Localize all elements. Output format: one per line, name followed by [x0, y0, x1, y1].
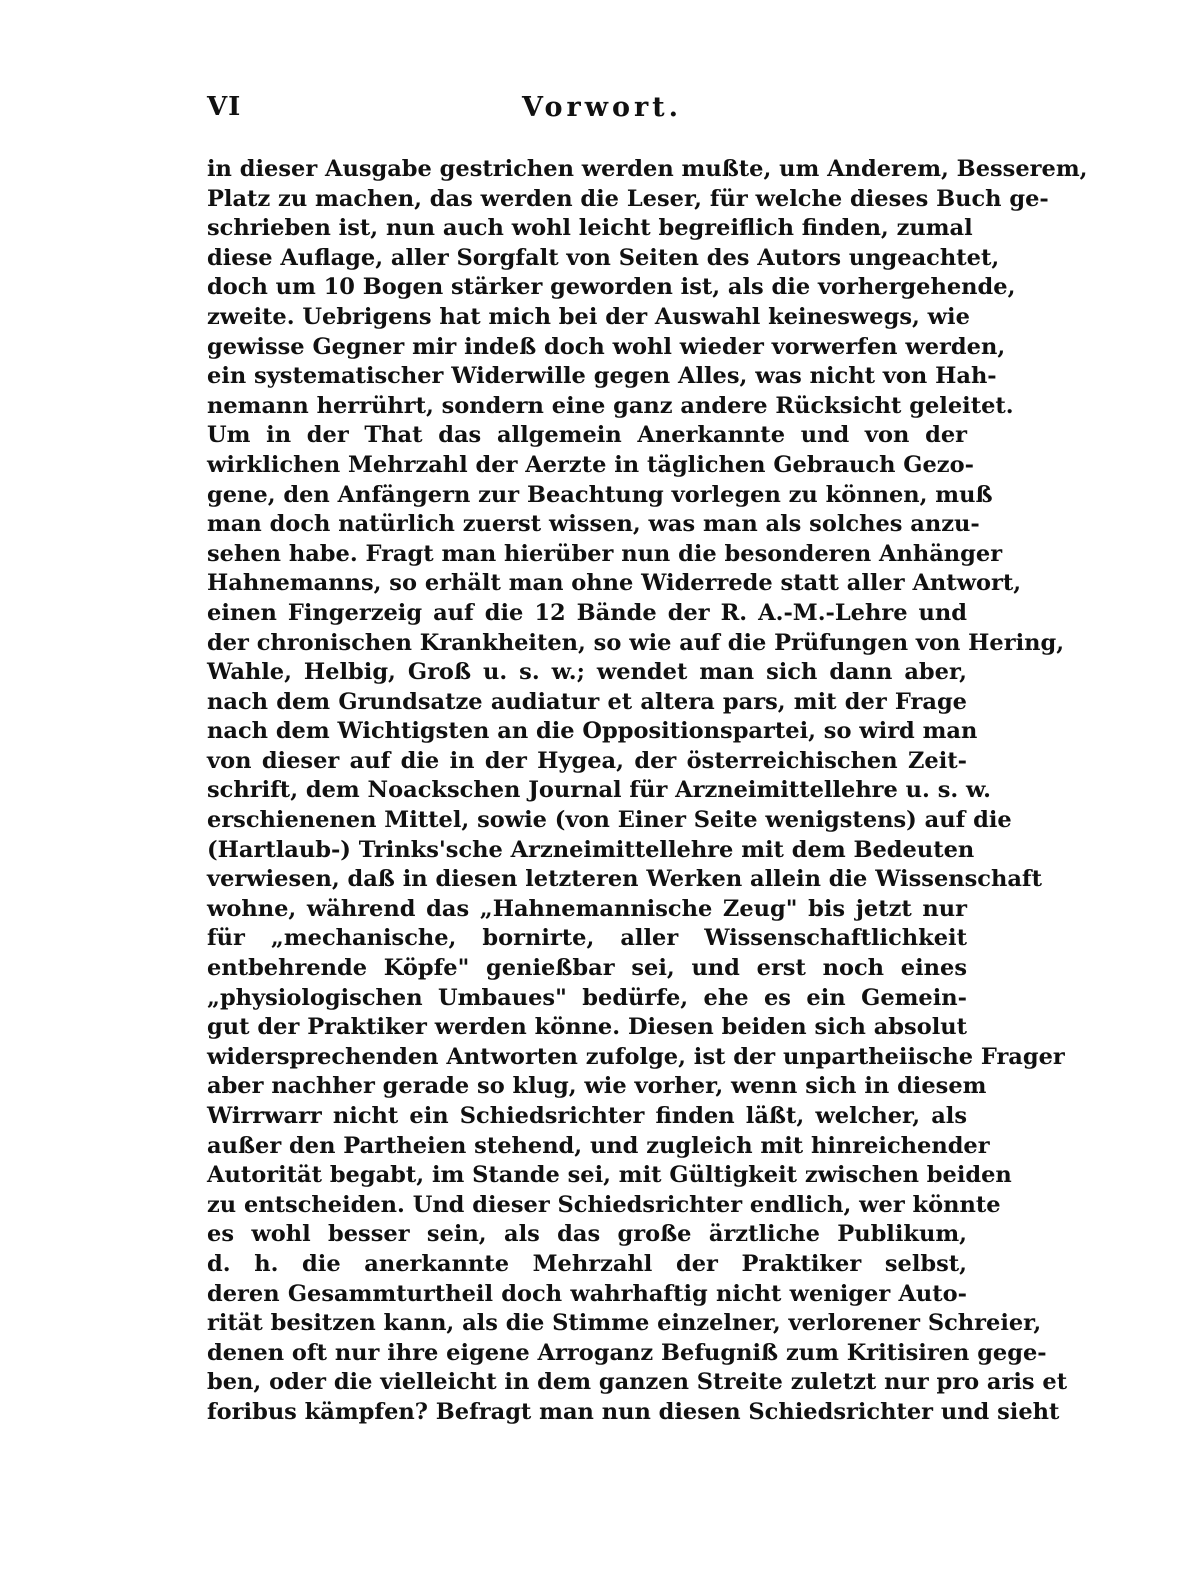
text-line: rität besitzen kann, als die Stimme einzelner, verlorener Schreier, — [207, 1310, 1042, 1337]
text-line: gene, den Anfängern zur Beachtung vorlegen zu können, muß — [207, 481, 993, 508]
text-line: zweite. Uebrigens hat mich bei der Auswahl keineswegs, wie — [207, 303, 970, 330]
text-line: Wahle, Helbig, Groß u. s. w.; wendet man sich dann aber, — [207, 659, 967, 686]
text-line: verwiesen, daß in diesen letzteren Werken allein die Wissenschaft — [207, 866, 1042, 893]
text-line: gut der Praktiker werden könne. Diesen beiden sich absolut — [207, 1014, 967, 1041]
text-line: ein systematischer Widerwille gegen Alles, was nicht von Hah- — [207, 363, 997, 390]
text-line: wirklichen Mehrzahl der Aerzte in täglichen Gebrauch Gezo- — [207, 451, 974, 478]
text-line: für „mechanische, bornirte, aller Wissenschaftlichkeit — [207, 925, 967, 952]
text-line: man doch natürlich zuerst wissen, was man als solches anzu- — [207, 511, 980, 538]
text-line: diese Auflage, aller Sorgfalt von Seiten des Autors ungeachtet, — [207, 244, 1000, 271]
page-header — [207, 92, 967, 132]
text-line: sehen habe. Fragt man hierüber nun die besonderen Anhänger — [207, 540, 1003, 567]
text-line: der chronischen Krankheiten, so wie auf die Prüfungen von Hering, — [207, 629, 1065, 656]
text-line: aber nachher gerade so klug, wie vorher, wenn sich in diesem — [207, 1073, 987, 1100]
text-line: entbehrende Köpfe" genießbar sei, und erst noch eines — [207, 955, 967, 982]
text-line: Wirrwarr nicht ein Schiedsrichter finden läßt, welcher, als — [207, 1103, 967, 1129]
text-line: gewisse Gegner mir indeß doch wohl wieder vorwerfen werden, — [207, 333, 1006, 360]
text-line: (Hartlaub-) Trinks'sche Arzneimittellehre mit dem Bedeuten — [207, 836, 975, 863]
text-line: Autorität begabt, im Stande sei, mit Gültigkeit zwischen beiden — [207, 1162, 1012, 1189]
text-line: ben, oder die vielleicht in dem ganzen Streite zuletzt nur pro aris et — [207, 1369, 1068, 1396]
running-head: Vorwort. — [522, 92, 683, 123]
text-line: erschienenen Mittel, sowie (von Einer Seite wenigstens) auf die — [207, 807, 1012, 834]
text-line: d. h. die anerkannte Mehrzahl der Praktiker selbst, — [207, 1250, 967, 1277]
text-line: nemann herrührt, sondern eine ganz andere Rücksicht geleitet. — [207, 392, 1014, 419]
text-line: schrieben ist, nun auch wohl leicht begreiflich finden, zumal — [207, 215, 973, 242]
text-line: „physiologischen Umbaues" bedürfe, ehe es ein Gemein- — [207, 984, 967, 1011]
page-number: VI — [207, 92, 242, 122]
text-line: deren Gesammturtheil doch wahrhaftig nicht weniger Auto- — [207, 1280, 967, 1307]
text-line: foribus kämpfen? Befragt man nun diesen Schiedsrichter und sieht — [207, 1398, 1060, 1425]
text-line: schrift, dem Noackschen Journal für Arzneimittellehre u. s. w. — [207, 777, 991, 804]
text-line: zu entscheiden. Und dieser Schiedsrichter endlich, wer könnte — [207, 1191, 1001, 1218]
text-line: in dieser Ausgabe gestrichen werden mußte, um Anderem, Besserem, — [207, 156, 1088, 182]
text-line: widersprechenden Antworten zufolge, ist der unpartheiische Frager — [207, 1043, 1065, 1070]
text-line: wohne, während das „Hahnemannische Zeug" bis jetzt nur — [207, 895, 967, 922]
text-line: es wohl besser sein, als das große ärztliche Publikum, — [207, 1221, 967, 1248]
text-line: von dieser auf die in der Hygea, der österreichischen Zeit- — [207, 747, 967, 774]
body-text — [207, 155, 1088, 1428]
text-line: doch um 10 Bogen stärker geworden ist, als die vorhergehende, — [207, 274, 1016, 301]
text-line: denen oft nur ihre eigene Arroganz Befugniß zum Kritisiren gege- — [207, 1339, 1047, 1366]
text-line: Hahnemanns, so erhält man ohne Widerrede statt aller Antwort, — [207, 570, 1022, 597]
text-line: außer den Partheien stehend, und zugleich mit hinreichender — [207, 1132, 990, 1159]
text-line: einen Fingerzeig auf die 12 Bände der R. A.-M.-Lehre und — [207, 599, 967, 626]
text-line: nach dem Grundsatze audiatur et altera pars, mit der Frage — [207, 688, 967, 715]
text-line: nach dem Wichtigsten an die Oppositionspartei, so wird man — [207, 718, 978, 745]
text-line: Um in der That das allgemein Anerkannte und von der — [207, 422, 967, 449]
text-line: Platz zu machen, das werden die Leser, für welche dieses Buch ge- — [207, 185, 1049, 212]
